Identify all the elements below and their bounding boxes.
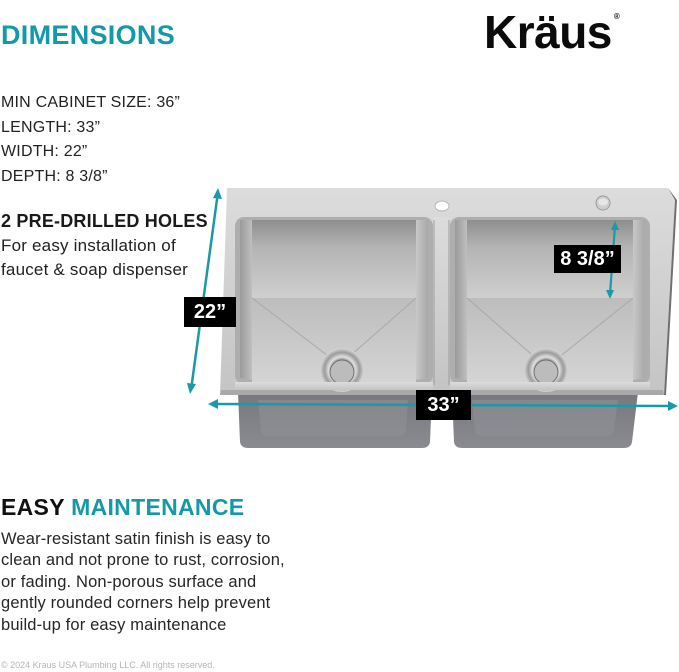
spec-list	[1, 91, 180, 189]
feature-description	[1, 234, 188, 282]
maintenance-line: build-up for easy maintenance	[1, 615, 227, 634]
maintenance-line: clean and not prone to rust, corrosion,	[1, 551, 285, 570]
spec-width: WIDTH: 22”	[1, 143, 88, 160]
maintenance-title	[1, 494, 244, 521]
feature-desc-line: For easy installation of	[1, 236, 176, 255]
spec-min-cabinet: MIN CABINET SIZE: 36”	[1, 94, 181, 111]
width-label: 22”	[184, 297, 236, 327]
maintenance-line: Wear-resistant satin finish is easy to	[1, 530, 271, 548]
maintenance-line: gently rounded corners help prevent	[1, 594, 271, 613]
bowl-left	[235, 217, 433, 392]
maintenance-title-prefix: EASY	[1, 494, 65, 520]
spec-depth: DEPTH: 8 3/8”	[1, 167, 108, 185]
maintenance-line: or fading. Non-porous surface and	[1, 572, 257, 591]
registered-mark: ®	[613, 12, 620, 21]
depth-label: 8 3/8”	[554, 245, 621, 273]
length-label: 33”	[416, 390, 471, 420]
maintenance-body	[1, 529, 285, 636]
brand-name: Kräus	[484, 6, 612, 58]
copyright-notice: © 2024 Kraus USA Plumbing LLC. All rights reserved.	[1, 660, 215, 670]
feature-desc-line: faucet & soap dispenser	[1, 260, 188, 279]
faucet-hole	[435, 201, 449, 211]
section-title-dimensions: DIMENSIONS	[1, 20, 176, 50]
width-dimension-arrow	[187, 188, 222, 394]
maintenance-title-accent: MAINTENANCE	[71, 494, 245, 520]
brand-logo	[484, 6, 620, 58]
spec-length: LENGTH: 33”	[1, 118, 101, 136]
bowl-right	[450, 217, 650, 392]
feature-title: 2 PRE-DRILLED HOLES	[1, 211, 208, 231]
